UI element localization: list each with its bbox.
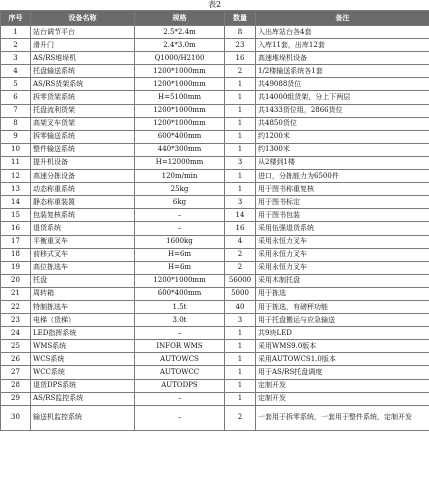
cell-index: 11 [1,156,31,169]
cell-index: 9 [1,130,31,143]
cell-remarks: 进口，分拣能力为6500件 [256,170,429,183]
cell-quantity: 1 [225,392,256,405]
cell-quantity: 1 [225,379,256,392]
cell-index: 23 [1,314,31,327]
cell-index: 22 [1,300,31,313]
cell-index: 28 [1,379,31,392]
cell-index: 20 [1,274,31,287]
cell-remarks: 从2楼到1楼 [256,156,429,169]
cell-remarks: 约1300米 [256,143,429,156]
cell-equipment-name: 高速分拣设备 [31,170,135,183]
cell-spec: – [135,405,225,430]
cell-quantity: 5000 [225,287,256,300]
cell-equipment-name: 高位拣选车 [31,261,135,274]
cell-equipment-name: 特制拣选车 [31,300,135,313]
table-row [1,209,429,222]
cell-remarks: 约1200米 [256,130,429,143]
cell-index: 18 [1,248,31,261]
cell-spec: – [135,392,225,405]
cell-index: 21 [1,287,31,300]
table-header [1,11,429,26]
table-row [1,274,429,287]
cell-equipment-name: 电梯（货梯） [31,314,135,327]
cell-index: 1 [1,26,31,39]
cell-quantity: 3 [225,196,256,209]
cell-remarks: 采用永恒力叉车 [256,248,429,261]
cell-remarks: 一套用于拆零系统，一套用于整件系统，定制开发 [256,405,429,430]
cell-remarks: 共49088货位 [256,78,429,91]
cell-remarks: 共4850货位 [256,117,429,130]
cell-index: 30 [1,405,31,430]
table-row [1,405,429,430]
cell-spec: 1600kg [135,235,225,248]
cell-spec: Q1000/H2100 [135,52,225,65]
cell-equipment-name: 托盘流利货架 [31,104,135,117]
header-index: 序号 [1,11,31,26]
cell-spec: 3.0t [135,314,225,327]
table-row [1,170,429,183]
cell-remarks: 采用WMS9.0版本 [256,340,429,353]
cell-index: 17 [1,235,31,248]
cell-index: 15 [1,209,31,222]
table-row [1,222,429,235]
cell-equipment-name: WCC系统 [31,366,135,379]
cell-quantity: 4 [225,235,256,248]
cell-spec: 1200*1000mm [135,117,225,130]
cell-index: 12 [1,170,31,183]
cell-equipment-name: WMS系统 [31,340,135,353]
cell-equipment-name: 前移式叉车 [31,248,135,261]
cell-index: 19 [1,261,31,274]
cell-spec: H=5100mm [135,91,225,104]
cell-index: 25 [1,340,31,353]
cell-spec: 600*400mm [135,287,225,300]
table-body [1,26,429,431]
cell-equipment-name: 拆零货架系统 [31,91,135,104]
cell-equipment-name: 高架叉车货架 [31,117,135,130]
cell-index: 27 [1,366,31,379]
cell-spec: 2.5*2.4m [135,26,225,39]
cell-spec: 25kg [135,183,225,196]
table-row [1,327,429,340]
table-row [1,52,429,65]
cell-spec: INFOR WMS [135,340,225,353]
table-row [1,156,429,169]
cell-equipment-name: 拆零输送系统 [31,130,135,143]
table-row [1,104,429,117]
cell-quantity: 1 [225,353,256,366]
cell-index: 24 [1,327,31,340]
cell-quantity: 40 [225,300,256,313]
cell-remarks: 用于AS/RS托盘调度 [256,366,429,379]
cell-index: 10 [1,143,31,156]
cell-quantity: 2 [225,65,256,78]
cell-equipment-name: 站台调节平台 [31,26,135,39]
table-row [1,78,429,91]
cell-remarks: 采用永恒力叉车 [256,235,429,248]
cell-spec: – [135,222,225,235]
table-row [1,314,429,327]
table-row [1,117,429,130]
cell-quantity: 1 [225,366,256,379]
cell-quantity: 16 [225,222,256,235]
table-row [1,261,429,274]
table-row [1,287,429,300]
cell-spec: 1200*1000mm [135,65,225,78]
cell-remarks: 用于图书包装 [256,209,429,222]
cell-remarks: 入库11套，出库12套 [256,39,429,52]
cell-equipment-name: AS/RS堆垛机 [31,52,135,65]
cell-remarks: 采用伍强退货系统 [256,222,429,235]
cell-equipment-name: WCS系统 [31,353,135,366]
cell-equipment-name: AS/RS监控系统 [31,392,135,405]
cell-spec: – [135,209,225,222]
cell-quantity: 2 [225,261,256,274]
cell-spec: 120m/min [135,170,225,183]
cell-index: 13 [1,183,31,196]
cell-quantity: 3 [225,314,256,327]
cell-spec: 2.4*3.0m [135,39,225,52]
table-row [1,39,429,52]
table-row [1,196,429,209]
cell-quantity: 1 [225,117,256,130]
cell-remarks: 共14000组货架，分上下两层 [256,91,429,104]
cell-remarks: 共9块LED [256,327,429,340]
cell-remarks: 高速堆垛机设备 [256,52,429,65]
table-row [1,130,429,143]
cell-quantity: 1 [225,78,256,91]
cell-equipment-name: 周转箱 [31,287,135,300]
cell-index: 5 [1,78,31,91]
cell-remarks: 定制开发 [256,379,429,392]
cell-spec: AUTODPS [135,379,225,392]
cell-quantity: 1 [225,104,256,117]
cell-quantity: 56000 [225,274,256,287]
table-row [1,366,429,379]
table-row [1,392,429,405]
table-row [1,143,429,156]
equipment-table [0,10,429,431]
cell-equipment-name: 输送机监控系统 [31,405,135,430]
cell-quantity: 2 [225,248,256,261]
cell-index: 26 [1,353,31,366]
cell-quantity: 16 [225,52,256,65]
cell-equipment-name: 动态称重系统 [31,183,135,196]
cell-equipment-name: 平衡重叉车 [31,235,135,248]
cell-spec: 600*400mm [135,130,225,143]
cell-equipment-name: 整件输送系统 [31,143,135,156]
cell-remarks: 采用AUTOWCS1.0版本 [256,353,429,366]
cell-spec: 440*300mm [135,143,225,156]
cell-index: 16 [1,222,31,235]
cell-index: 3 [1,52,31,65]
cell-spec: H=12000mm [135,156,225,169]
cell-remarks: 1/2楼输送系统各1套 [256,65,429,78]
cell-remarks: 用于拣选 [256,287,429,300]
cell-equipment-name: 静态称重装置 [31,196,135,209]
cell-quantity: 3 [225,156,256,169]
cell-remarks: 共1433货位组，2866货位 [256,104,429,117]
cell-spec: H=6m [135,248,225,261]
cell-index: 29 [1,392,31,405]
table-row [1,353,429,366]
cell-equipment-name: 退货DPS系统 [31,379,135,392]
cell-remarks: 采用木制托盘 [256,274,429,287]
table-row [1,65,429,78]
cell-quantity: 1 [225,340,256,353]
cell-quantity: 8 [225,26,256,39]
cell-equipment-name: AS/RS货架系统 [31,78,135,91]
cell-index: 4 [1,65,31,78]
cell-equipment-name: 退货系统 [31,222,135,235]
table-caption: 表2 [207,0,222,9]
cell-quantity: 1 [225,91,256,104]
cell-spec: 1200*1000mm [135,78,225,91]
header-equipment-name: 设备名称 [31,11,135,26]
header-row [1,11,429,26]
cell-equipment-name: 包装复核系统 [31,209,135,222]
cell-remarks: 入出库站台各4套 [256,26,429,39]
cell-index: 8 [1,117,31,130]
cell-spec: – [135,327,225,340]
cell-spec: 1200*1000mm [135,104,225,117]
cell-spec: H=6m [135,261,225,274]
table-row [1,340,429,353]
cell-index: 7 [1,104,31,117]
cell-quantity: 1 [225,327,256,340]
cell-index: 14 [1,196,31,209]
cell-equipment-name: 托盘 [31,274,135,287]
cell-spec: 1.5t [135,300,225,313]
cell-spec: AUTOWCC [135,366,225,379]
cell-quantity: 2 [225,405,256,430]
cell-quantity: 1 [225,143,256,156]
cell-equipment-name: 提升机设备 [31,156,135,169]
table-row [1,91,429,104]
cell-index: 2 [1,39,31,52]
cell-quantity: 1 [225,130,256,143]
cell-spec: 1200*1000mm [135,274,225,287]
cell-remarks: 定制开发 [256,392,429,405]
cell-remarks: 用于图书称重复核 [256,183,429,196]
cell-remarks: 用于托盘搬运与应急输送 [256,314,429,327]
cell-remarks: 采用永恒力叉车 [256,261,429,274]
cell-remarks: 用于图书标定 [256,196,429,209]
cell-equipment-name: 滑升门 [31,39,135,52]
cell-quantity: 1 [225,170,256,183]
cell-equipment-name: 托盘输送系统 [31,65,135,78]
cell-quantity: 14 [225,209,256,222]
table-row [1,300,429,313]
header-quantity: 数量 [225,11,256,26]
cell-index: 6 [1,91,31,104]
table-row [1,183,429,196]
cell-quantity: 1 [225,183,256,196]
table-row [1,248,429,261]
header-spec: 规格 [135,11,225,26]
cell-spec: 6kg [135,196,225,209]
header-remarks: 备注 [256,11,429,26]
cell-quantity: 23 [225,39,256,52]
table-row [1,235,429,248]
cell-equipment-name: LED指挥系统 [31,327,135,340]
cell-spec: AUTOWCS [135,353,225,366]
table-row [1,379,429,392]
table-row [1,26,429,39]
cell-remarks: 用于拣选，有磅秤功能 [256,300,429,313]
